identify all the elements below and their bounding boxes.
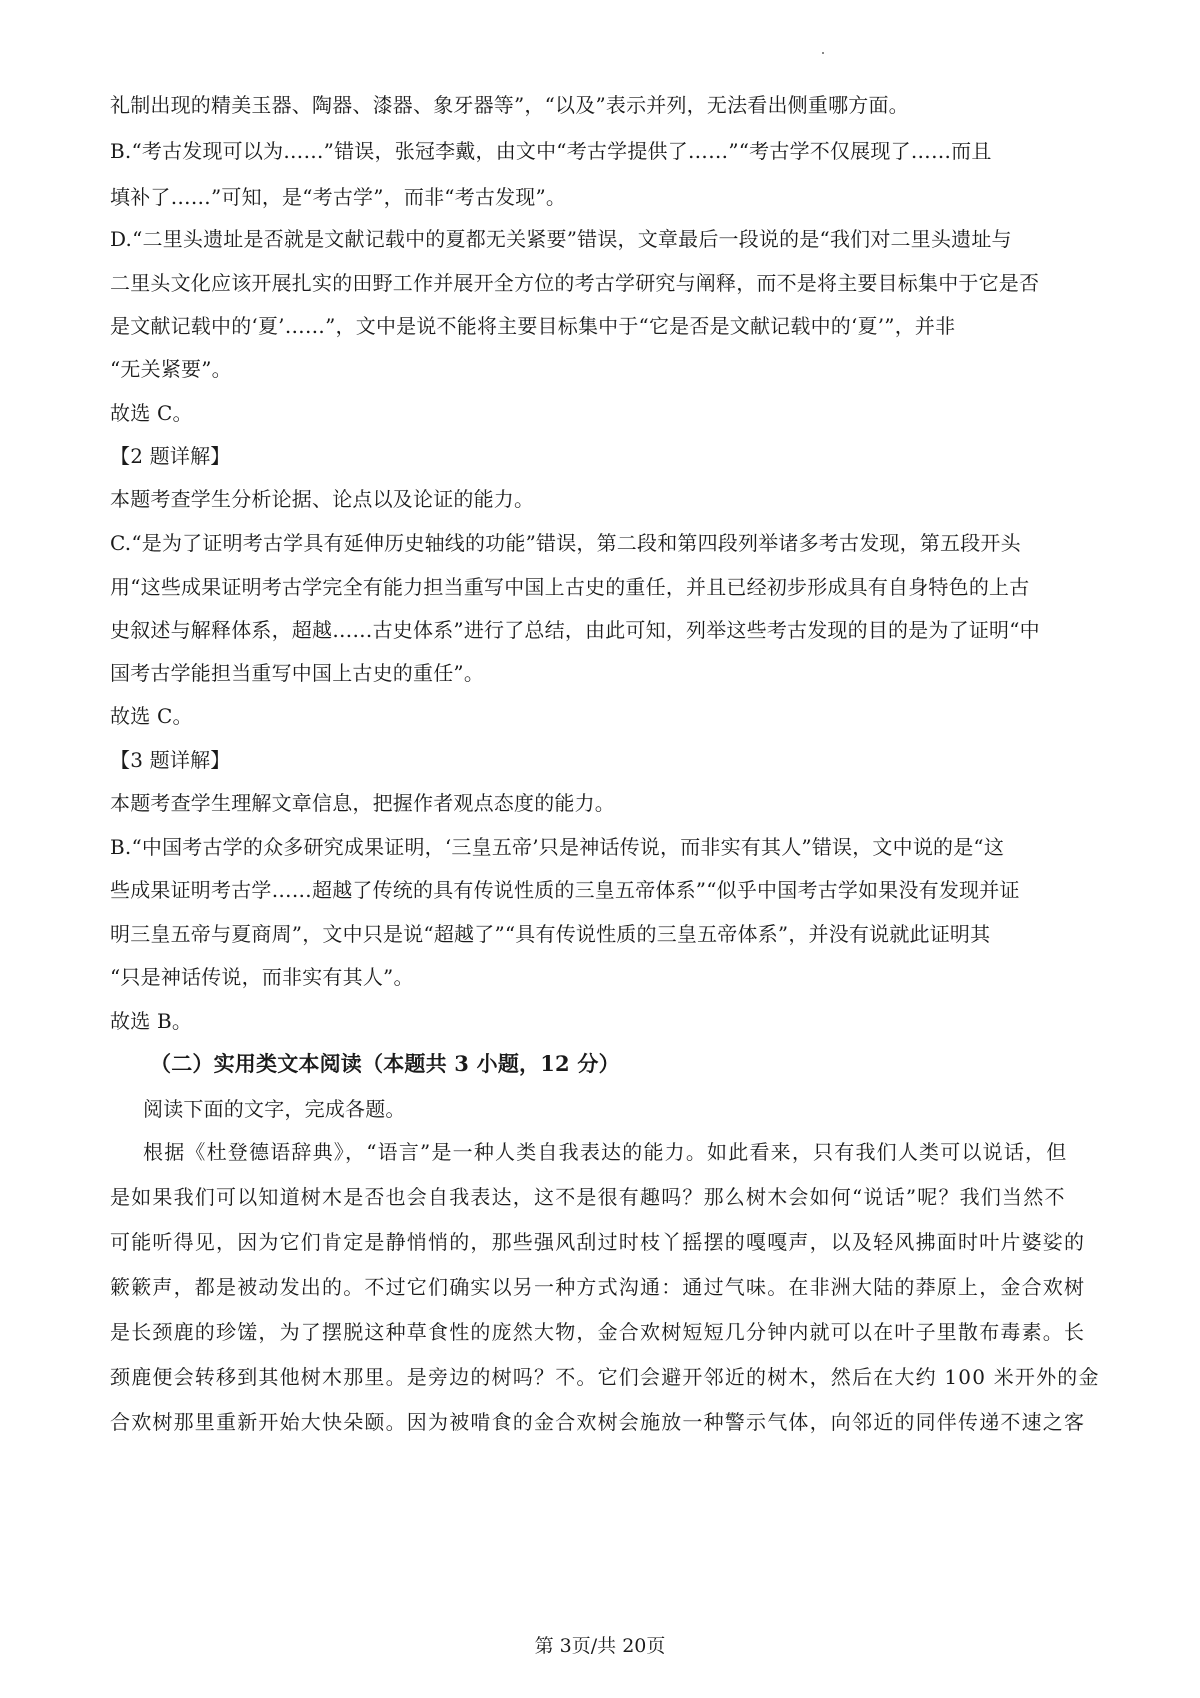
option-c-line: 史叙述与解释体系，超越……古史体系”进行了总结，由此可知，列举这些考古发现的目的是为了证明“中 [110,618,1040,642]
passage-line: 可能听得见，因为它们肯定是静悄悄的，那些强风刮过时枝丫摇摆的嘎嘎声，以及轻风拂面时叶片婆娑的 [110,1230,1086,1254]
passage-line: 是如果我们可以知道树木是否也会自我表达，这不是很有趣吗？那么树木会如何“说话”呢？我们当然不 [110,1185,1066,1209]
passage-line: 颈鹿便会转移到其他树木那里。是旁边的树吗？不。它们会避开邻近的树木，然后在大约 100 米开外的金 [110,1365,1100,1389]
answer-line: 故选 B。 [110,1009,193,1033]
option-d-line: D.“二里头遗址是否就是文献记载中的夏都无关紧要”错误，文章最后一段说的是“我们对二里头遗址与 [110,227,1012,251]
question-2-title: 【2 题详解】 [110,444,231,468]
instruction-line: 阅读下面的文字，完成各题。 [143,1097,406,1121]
option-b-line: 明三皇五帝与夏商周”，文中只是说“超越了”“具有传说性质的三皇五帝体系”，并没有说就此证明其 [110,922,991,946]
question-2-intro: 本题考查学生分析论据、论点以及论证的能力。 [110,487,535,511]
option-d-line: 二里头文化应该开展扎实的田野工作并展开全方位的考古学研究与阐释，而不是将主要目标集中于它是否 [110,271,1040,295]
answer-line: 故选 C。 [110,401,193,425]
scan-dot [822,52,824,54]
passage-line: 合欢树那里重新开始大快朵颐。因为被啃食的金合欢树会施放一种警示气体，向邻近的同伴传递不速之客 [110,1410,1086,1434]
option-b-line: 些成果证明考古学……超越了传统的具有传说性质的三皇五帝体系”“似乎中国考古学如果没有发现并证 [110,878,1020,902]
page-number: 第 3页/共 20页 [534,1635,666,1657]
option-d-line: “无关紧要”。 [110,357,232,381]
option-b-line: “只是神话传说，而非实有其人”。 [110,965,414,989]
question-3-intro: 本题考查学生理解文章信息，把握作者观点态度的能力。 [110,791,615,815]
option-b-line: B.“中国考古学的众多研究成果证明，‘三皇五帝’只是神话传说，而非实有其人”错误，文中说的是“这 [110,835,1005,859]
option-c-line: 用“这些成果证明考古学完全有能力担当重写中国上古史的重任，并且已经初步形成具有自身特色的上古 [110,575,1030,599]
option-b-line: B.“考古发现可以为……”错误，张冠李戴，由文中“考古学提供了……”“考古学不仅展现了……而且 [110,139,992,163]
option-c-line: 国考古学能担当重写中国上古史的重任”。 [110,661,485,685]
answer-line: 故选 C。 [110,704,193,728]
text-line: 礼制出现的精美玉器、陶器、漆器、象牙器等”，“以及”表示并列，无法看出侧重哪方面。 [110,93,909,117]
question-3-title: 【3 题详解】 [110,748,231,772]
option-c-line: C.“是为了证明考古学具有延伸历史轴线的功能”错误，第二段和第四段列举诸多考古发现，第五段开头 [110,531,1021,555]
passage-line: 是长颈鹿的珍馐，为了摆脱这种草食性的庞然大物，金合欢树短短几分钟内就可以在叶子里散布毒素。长 [110,1320,1086,1344]
passage-line: 根据《杜登德语辞典》，“语言”是一种人类自我表达的能力。如此看来，只有我们人类可以说话，但 [143,1140,1068,1164]
option-b-line: 填补了……”可知，是“考古学”，而非“考古发现”。 [110,185,567,209]
section-heading: （二）实用类文本阅读（本题共 3 小题，12 分） [150,1051,620,1076]
passage-line: 簌簌声，都是被动发出的。不过它们确实以另一种方式沟通：通过气味。在非洲大陆的莽原上，金合欢树 [110,1275,1086,1299]
option-d-line: 是文献记载中的‘夏’……”，文中是说不能将主要目标集中于“它是否是文献记载中的‘夏’”，并非 [110,314,956,338]
